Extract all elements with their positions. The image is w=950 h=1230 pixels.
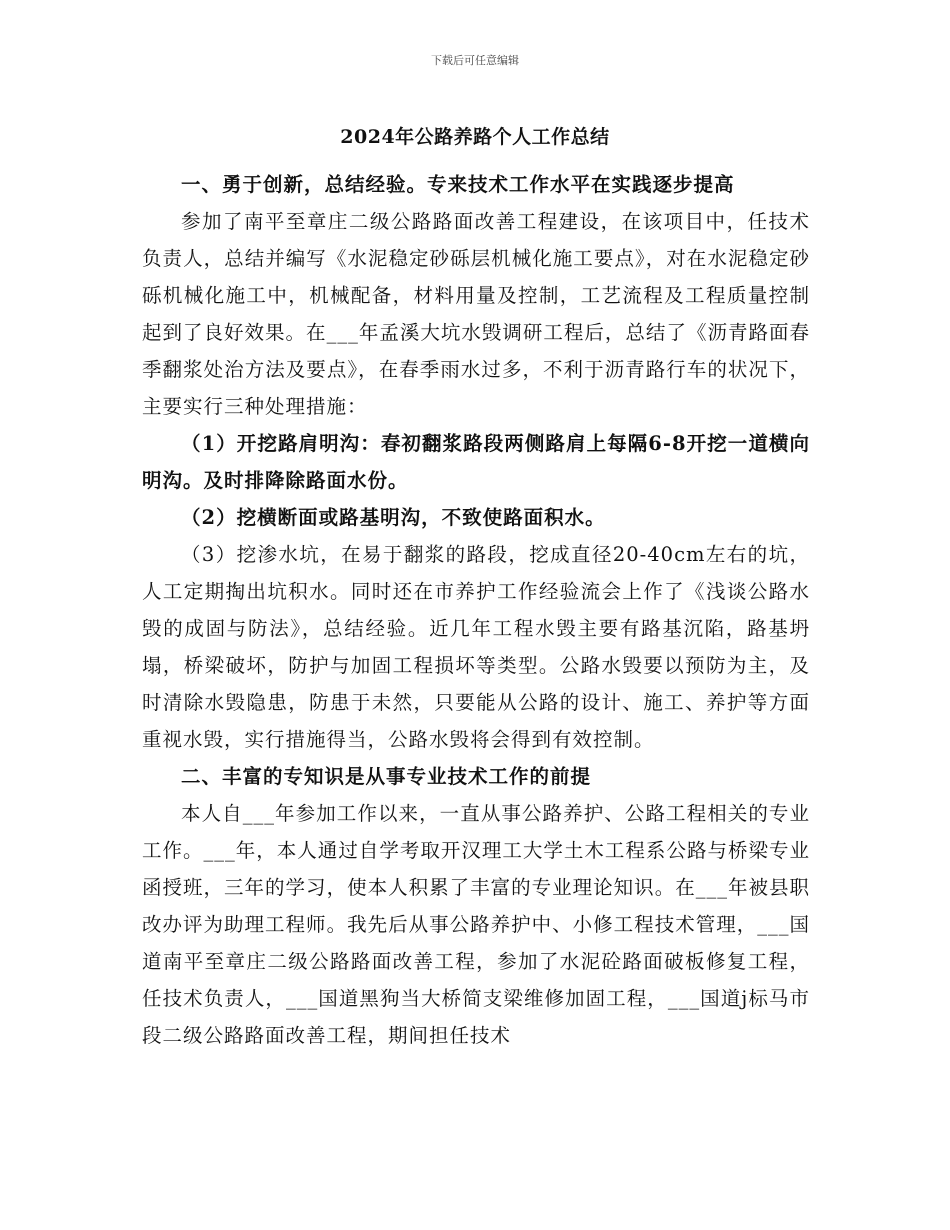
paragraph-knowledge: 本人自___年参加工作以来，一直从事公路养护、公路工程相关的专业工作。___年，本人通过自学考取开汉理工大学土木工程系公路与桥梁专业函授班，三年的学习，使本人积累了丰富的专业理论知识。在___年被县职改办评为助理工程师。我先后从事公路养护中、小修工程技术管理，___国道南平至章庄二级公路路面改善工程，参加了水泥砼路面破板修复工程，任技术负责人，___国道黑狗当大桥简支梁维修加固工程，___国道j标马市段二级公路路面改善工程，期间担任技术 <box>142 802 810 1047</box>
document-body <box>142 166 810 1054</box>
measure-item-2: （2）挖横断面或路基明沟，不致使路面积水。 <box>181 506 606 529</box>
section-heading-2: 二、丰富的专知识是从事专业技术工作的前提 <box>181 765 592 788</box>
document-title: 2024年公路养路个人工作总结 <box>340 126 610 148</box>
paragraph-innovation: 参加了南平至章庄二级公路路面改善工程建设，在该项目中，任技术负责人，总结并编写《水泥稳定砂砾层机械化施工要点》，对在水泥稳定砂砾机械化施工中，机械配备，材料用量及控制，工艺流程及工程质量控制起到了良好效果。在___年孟溪大坑水毁调研工程后，总结了《沥青路面春季翻浆处治方法及要点》，在春季雨水过多，不利于沥青路行车的状况下，主要实行三种处理措施： <box>142 210 810 418</box>
measure-item-3: （3）挖渗水坑，在易于翻浆的路段，挖成直径20-40cm左右的坑，人工定期掏出坑积水。同时还在市养护工作经验流会上作了《浅谈公路水毁的成固与防法》，总结经验。近几年工程水毁主要有路基沉陷，路基坍塌，桥梁破坏，防护与加固工程损坏等类型。公路水毁要以预防为主，及时清除水毁隐患，防患于未然，只要能从公路的设计、施工、养护等方面重视水毁，实行措施得当，公路水毁将会得到有效控制。 <box>142 543 810 751</box>
section-heading-1: 一、勇于创新，总结经验。专来技术工作水平在实践逐步提高 <box>181 173 735 196</box>
header-note: 下载后可任意编辑 <box>431 54 519 67</box>
measure-item-1: （1）开挖路肩明沟：春初翻浆路段两侧路肩上每隔6-8开挖一道横向明沟。及时排降除路面水份。 <box>142 432 810 492</box>
